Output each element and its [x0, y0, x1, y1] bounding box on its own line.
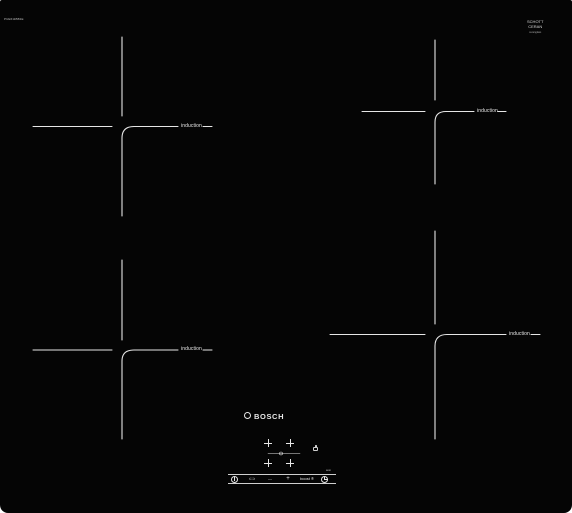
plus-button[interactable]: + — [286, 476, 290, 482]
zone-rear-left-corner — [122, 127, 178, 217]
model-number: PUE611BB1E — [4, 17, 24, 21]
select-rear-left-zone-button[interactable] — [264, 439, 272, 447]
select-front-right-zone-button[interactable] — [286, 459, 294, 467]
select-rear-right-zone-button[interactable] — [286, 439, 294, 447]
control-small-label: auto — [326, 469, 331, 472]
schott-logo-line2: CERAN — [528, 23, 543, 29]
schott-logo-line1: SCHOTT — [527, 19, 544, 24]
bosch-logo-icon — [244, 412, 251, 419]
power-button[interactable] — [231, 476, 238, 483]
brand-name: BOSCH — [254, 412, 285, 421]
zone-rear-right-corner — [435, 112, 474, 185]
child-lock-button[interactable]: ⊂⊃ — [248, 476, 256, 481]
schott-ceran-logo — [527, 20, 543, 36]
minus-button[interactable]: — — [268, 476, 272, 481]
power-icon — [234, 477, 235, 481]
zone-front-right-label: induction — [509, 330, 530, 337]
zone-rear-right-label: induction — [477, 107, 498, 114]
select-front-left-zone-button[interactable] — [264, 459, 272, 467]
zone-front-left-label: induction — [181, 346, 202, 352]
zone-front-right-corner — [435, 335, 506, 440]
lock-icon[interactable] — [313, 447, 318, 451]
zone-rear-left-label: induction — [181, 122, 202, 129]
zone-front-left-corner — [122, 350, 178, 439]
schott-logo-sub: ceranglass — [529, 31, 542, 34]
boost-button[interactable]: boost ® — [300, 476, 314, 481]
timer-icon — [324, 477, 328, 480]
